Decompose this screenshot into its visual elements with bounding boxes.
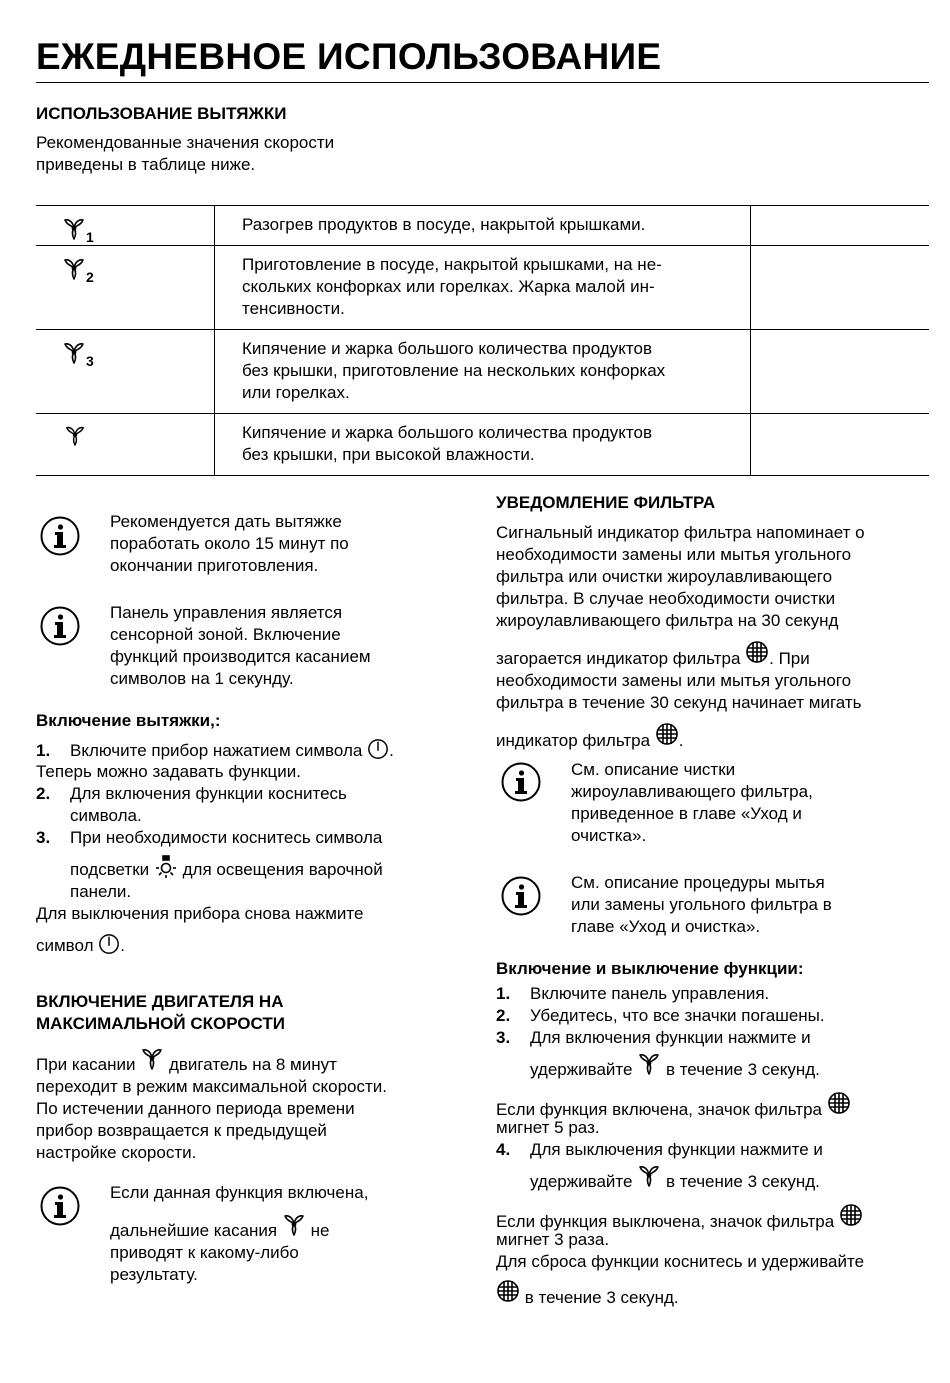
speed-table bbox=[36, 205, 929, 476]
fan-boost-icon bbox=[64, 424, 86, 451]
body-text: мигнет 3 раза. bbox=[496, 1230, 610, 1249]
step-number: 2. bbox=[496, 1006, 511, 1025]
table-cell: Кипячение и жарка большого количества продуктов bbox=[242, 423, 652, 442]
body-text: загорается индикатор фильтра bbox=[496, 649, 741, 668]
table-row bbox=[36, 414, 929, 476]
body-text: мигнет 5 раз. bbox=[496, 1118, 600, 1137]
table-cell: тенсивности. bbox=[242, 299, 345, 318]
fan-speed-3-icon: 3 bbox=[62, 340, 94, 369]
body-text: Теперь можно задавать функции. bbox=[36, 762, 301, 781]
step-text: Убедитесь, что все значки погашены. bbox=[530, 1006, 825, 1025]
step-text: Для выключения функции нажмите и bbox=[530, 1140, 823, 1159]
body-text: в течение 3 секунд. bbox=[524, 1288, 679, 1307]
info-text: поработать около 15 минут по bbox=[110, 534, 349, 553]
table-row bbox=[36, 330, 929, 414]
body-text: необходимости замены или мытья угольного bbox=[496, 671, 852, 690]
info-icon bbox=[501, 762, 541, 802]
info-text: Если данная функция включена, bbox=[110, 1183, 369, 1202]
fan-boost-icon bbox=[282, 1212, 306, 1236]
enable-heading: Включение вытяжки,: bbox=[36, 711, 221, 730]
table-cell: без крышки, приготовление на нескольких конфорках bbox=[242, 361, 666, 380]
info-text: См. описание процедуры мытья bbox=[571, 873, 825, 892]
step-text: Для включения функции коснитесь bbox=[70, 784, 347, 803]
body-text: двигатель на 8 минут bbox=[168, 1055, 337, 1074]
step-number: 4. bbox=[496, 1140, 511, 1159]
body-text: прибор возвращается к предыдущей bbox=[36, 1121, 327, 1140]
boost-heading: ВКЛЮЧЕНИЕ ДВИГАТЕЛЯ НА МАКСИМАЛЬНОЙ СКОРОСТИ bbox=[36, 992, 285, 1033]
fan-speed-1-icon: 1 bbox=[62, 216, 94, 245]
step-number: 2. bbox=[36, 784, 51, 803]
body-text: По истечении данного периода времени bbox=[36, 1099, 355, 1118]
info-text: приводят к какому-либо bbox=[110, 1243, 299, 1262]
body-text: необходимости замены или мытья угольного bbox=[496, 545, 852, 564]
page-title: ЕЖЕДНЕВНОЕ ИСПОЛЬЗОВАНИЕ bbox=[36, 36, 662, 77]
step-text: подсветки bbox=[70, 860, 150, 879]
info-text: функций производится касанием bbox=[110, 647, 371, 666]
info-text: результату. bbox=[110, 1265, 198, 1284]
info-text: жироулавливающего фильтра, bbox=[571, 782, 813, 801]
info-text: не bbox=[310, 1221, 330, 1240]
table-cell: или горелках. bbox=[242, 383, 350, 402]
body-text: жироулавливающего фильтра на 30 секунд bbox=[496, 611, 839, 630]
filter-icon bbox=[827, 1091, 851, 1115]
filter-icon bbox=[496, 1279, 520, 1303]
body-text: символ bbox=[36, 936, 94, 955]
step-text: Включите прибор нажатием символа bbox=[70, 741, 363, 760]
info-icon bbox=[40, 1186, 80, 1226]
body-text: Сигнальный индикатор фильтра напоминает о bbox=[496, 523, 865, 542]
step-text: панели. bbox=[70, 882, 132, 901]
table-cell: Приготовление в посуде, накрытой крышками, на не- bbox=[242, 255, 662, 274]
step-text: При необходимости коснитесь символа bbox=[70, 828, 383, 847]
hood-intro-2: приведены в таблице ниже. bbox=[36, 155, 256, 174]
body-text: настройке скорости. bbox=[36, 1143, 197, 1162]
info-text: дальнейшие касания bbox=[110, 1221, 278, 1240]
fan-boost-icon bbox=[140, 1046, 164, 1070]
fan-boost-icon bbox=[637, 1163, 661, 1187]
step-text: в течение 3 секунд. bbox=[665, 1060, 820, 1079]
light-icon bbox=[154, 855, 178, 879]
info-text: Рекомендуется дать вытяжке bbox=[110, 512, 342, 531]
body-text: Если функция выключена, значок фильтра bbox=[496, 1212, 835, 1231]
table-cell: Кипячение и жарка большого количества продуктов bbox=[242, 339, 652, 358]
table-row bbox=[36, 206, 929, 246]
body-text: фильтра или очистки жироулавливающего bbox=[496, 567, 833, 586]
fan-boost-icon bbox=[637, 1051, 661, 1075]
body-text: индикатор фильтра bbox=[496, 731, 651, 750]
step-number: 3. bbox=[496, 1028, 511, 1047]
step-text: для освещения варочной bbox=[182, 860, 383, 879]
table-cell: Разогрев продуктов в посуде, накрытой крышками. bbox=[242, 215, 646, 234]
hood-intro-1: Рекомендованные значения скорости bbox=[36, 133, 335, 152]
info-icon bbox=[40, 606, 80, 646]
body-text: Для выключения прибора снова нажмите bbox=[36, 904, 364, 923]
step-text: Для включения функции нажмите и bbox=[530, 1028, 811, 1047]
body-text: фильтра. В случае необходимости очистки bbox=[496, 589, 836, 608]
info-text: или замены угольного фильтра в bbox=[571, 895, 832, 914]
body-text: переходит в режим максимальной скорости. bbox=[36, 1077, 388, 1096]
table-row bbox=[36, 246, 929, 330]
step-number: 3. bbox=[36, 828, 51, 847]
title-divider bbox=[36, 82, 929, 83]
step-text: удерживайте bbox=[530, 1172, 633, 1191]
step-text: в течение 3 секунд. bbox=[665, 1172, 820, 1191]
table-cell: скольких конфорках или горелках. Жарка малой ин- bbox=[242, 277, 655, 296]
filter-icon bbox=[745, 640, 769, 664]
filter-heading: УВЕДОМЛЕНИЕ ФИЛЬТРА bbox=[496, 493, 716, 512]
step-number: 1. bbox=[496, 984, 511, 1003]
power-icon bbox=[367, 738, 389, 760]
table-cell: без крышки, при высокой влажности. bbox=[242, 445, 535, 464]
hood-heading: ИСПОЛЬЗОВАНИЕ ВЫТЯЖКИ bbox=[36, 104, 287, 123]
info-text: сенсорной зоной. Включение bbox=[110, 625, 341, 644]
info-text: очистка». bbox=[571, 826, 647, 845]
fan-speed-2-icon: 2 bbox=[62, 256, 94, 285]
step-text: удерживайте bbox=[530, 1060, 633, 1079]
info-icon bbox=[501, 876, 541, 916]
body-text: При касании bbox=[36, 1055, 136, 1074]
info-text: символов на 1 секунду. bbox=[110, 669, 294, 688]
info-text: главе «Уход и очистка». bbox=[571, 917, 761, 936]
body-text: фильтра в течение 30 секунд начинает мигать bbox=[496, 693, 862, 712]
info-text: окончании приготовления. bbox=[110, 556, 319, 575]
step-text: Включите панель управления. bbox=[530, 984, 770, 1003]
info-text: Панель управления является bbox=[110, 603, 343, 622]
filter-icon bbox=[655, 722, 679, 746]
power-icon bbox=[98, 933, 120, 955]
info-text: приведенное в главе «Уход и bbox=[571, 804, 802, 823]
step-text: символа. bbox=[70, 806, 142, 825]
step-number: 1. bbox=[36, 741, 51, 760]
filter-icon bbox=[839, 1203, 863, 1227]
body-text: Для сброса функции коснитесь и удерживайте bbox=[496, 1252, 865, 1271]
info-text: См. описание чистки bbox=[571, 760, 736, 779]
function-heading: Включение и выключение функции: bbox=[496, 959, 804, 978]
info-icon bbox=[40, 516, 80, 556]
body-text: Если функция включена, значок фильтра bbox=[496, 1100, 822, 1119]
